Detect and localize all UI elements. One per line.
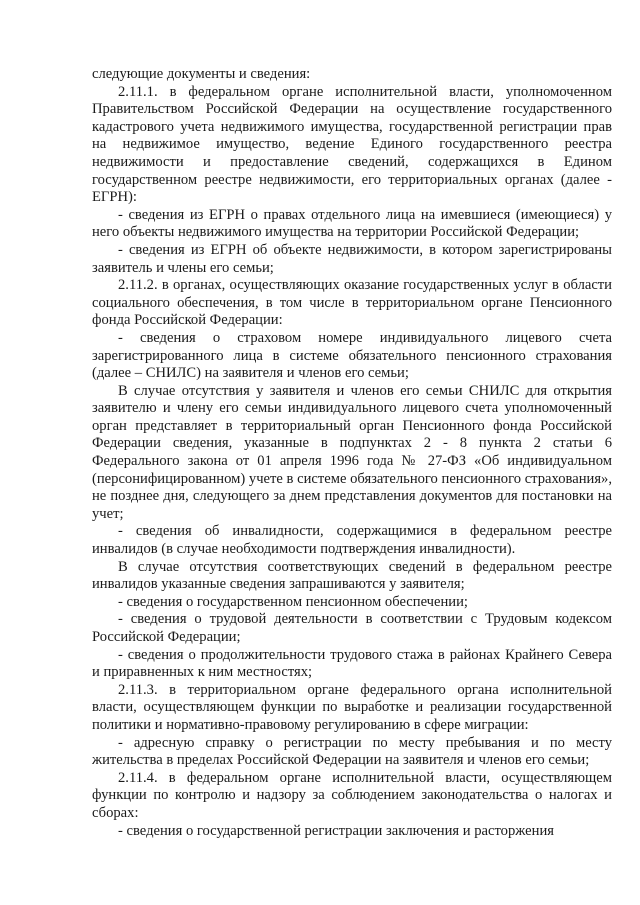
paragraph: следующие документы и сведения: [92, 66, 311, 82]
list-item: - сведения об инвалидности, содержащимися в федеральном реестре инвалидов (в случае необходимости подтверждения инвалидности). [92, 523, 612, 558]
paragraph: В случае отсутствия у заявителя и членов его семьи СНИЛС для открытия заявителю и члену его семьи индивидуального лицевого счета уполномоченный орган представляет в территориальный орган Пенсионного фонда Российской Федерации сведения, указанные в подпунктах 2 - 8 пункта 2 статьи 6 Федерального закона от 01 апреля 1996 года № 27-ФЗ «Об индивидуальном (персонифицированном) учете в системе обязательного пенсионного страхования», не позднее дня, следующего за днем представления документов для постановки на учет; [92, 382, 612, 522]
list-item: - адресную справку о регистрации по месту пребывания и по месту жительства в пределах Российской Федерации на заявителя и членов его семьи; [92, 734, 612, 769]
list-item: - сведения о государственной регистрации заключения и расторжения [118, 822, 554, 839]
paragraph: В случае отсутствия соответствующих сведений в федеральном реестре инвалидов указанные сведения запрашиваются у заявителя; [92, 558, 612, 593]
paragraph-section-2-11-4: 2.11.4. в федеральном органе исполнительной власти, осуществляющем функции по контролю и надзору за соблюдением законодательства о налогах и сборах: [92, 769, 612, 821]
list-item: - сведения о продолжительности трудового стажа в районах Крайнего Севера и приравненных к ним местностях; [92, 646, 612, 681]
document-page [92, 66, 612, 840]
list-item: - сведения из ЕГРН об объекте недвижимости, в котором зарегистрированы заявитель и члены его семьи; [92, 241, 612, 276]
paragraph-section-2-11-1: 2.11.1. в федеральном органе исполнительной власти, уполномоченном Правительством Российской Федерации на осуществление государственного кадастрового учета недвижимого имущества, государственной регистрации прав на недвижимое имущество, ведение Единого государственного реестра недвижимости и предоставление сведений, содержащихся в Едином государственном реестре недвижимости, его территориальных органах (далее - ЕГРН): [92, 83, 612, 206]
paragraph-section-2-11-3: 2.11.3. в территориальном органе федерального органа исполнительной власти, осуществляющем функции по выработке и реализации государственной политики и нормативно-правовому регулированию в сфере миграции: [92, 681, 612, 733]
list-item: - сведения о трудовой деятельности в соответствии с Трудовым кодексом Российской Федерации; [92, 611, 612, 645]
paragraph-section-2-11-2: 2.11.2. в органах, осуществляющих оказание государственных услуг в области социального обеспечения, в том числе в территориальном органе Пенсионного фонда Российской Федерации: [92, 277, 612, 329]
list-item: - сведения о страховом номере индивидуального лицевого счета зарегистрированного лица в системе обязательного пенсионного страхования (далее – СНИЛС) на заявителя и членов его семьи; [92, 329, 612, 382]
list-item: - сведения о государственном пенсионном обеспечении; [118, 593, 468, 610]
list-item: - сведения из ЕГРН о правах отдельного лица на имевшиеся (имеющиеся) у него объекты недвижимого имущества на территории Российской Федерации; [92, 206, 612, 241]
